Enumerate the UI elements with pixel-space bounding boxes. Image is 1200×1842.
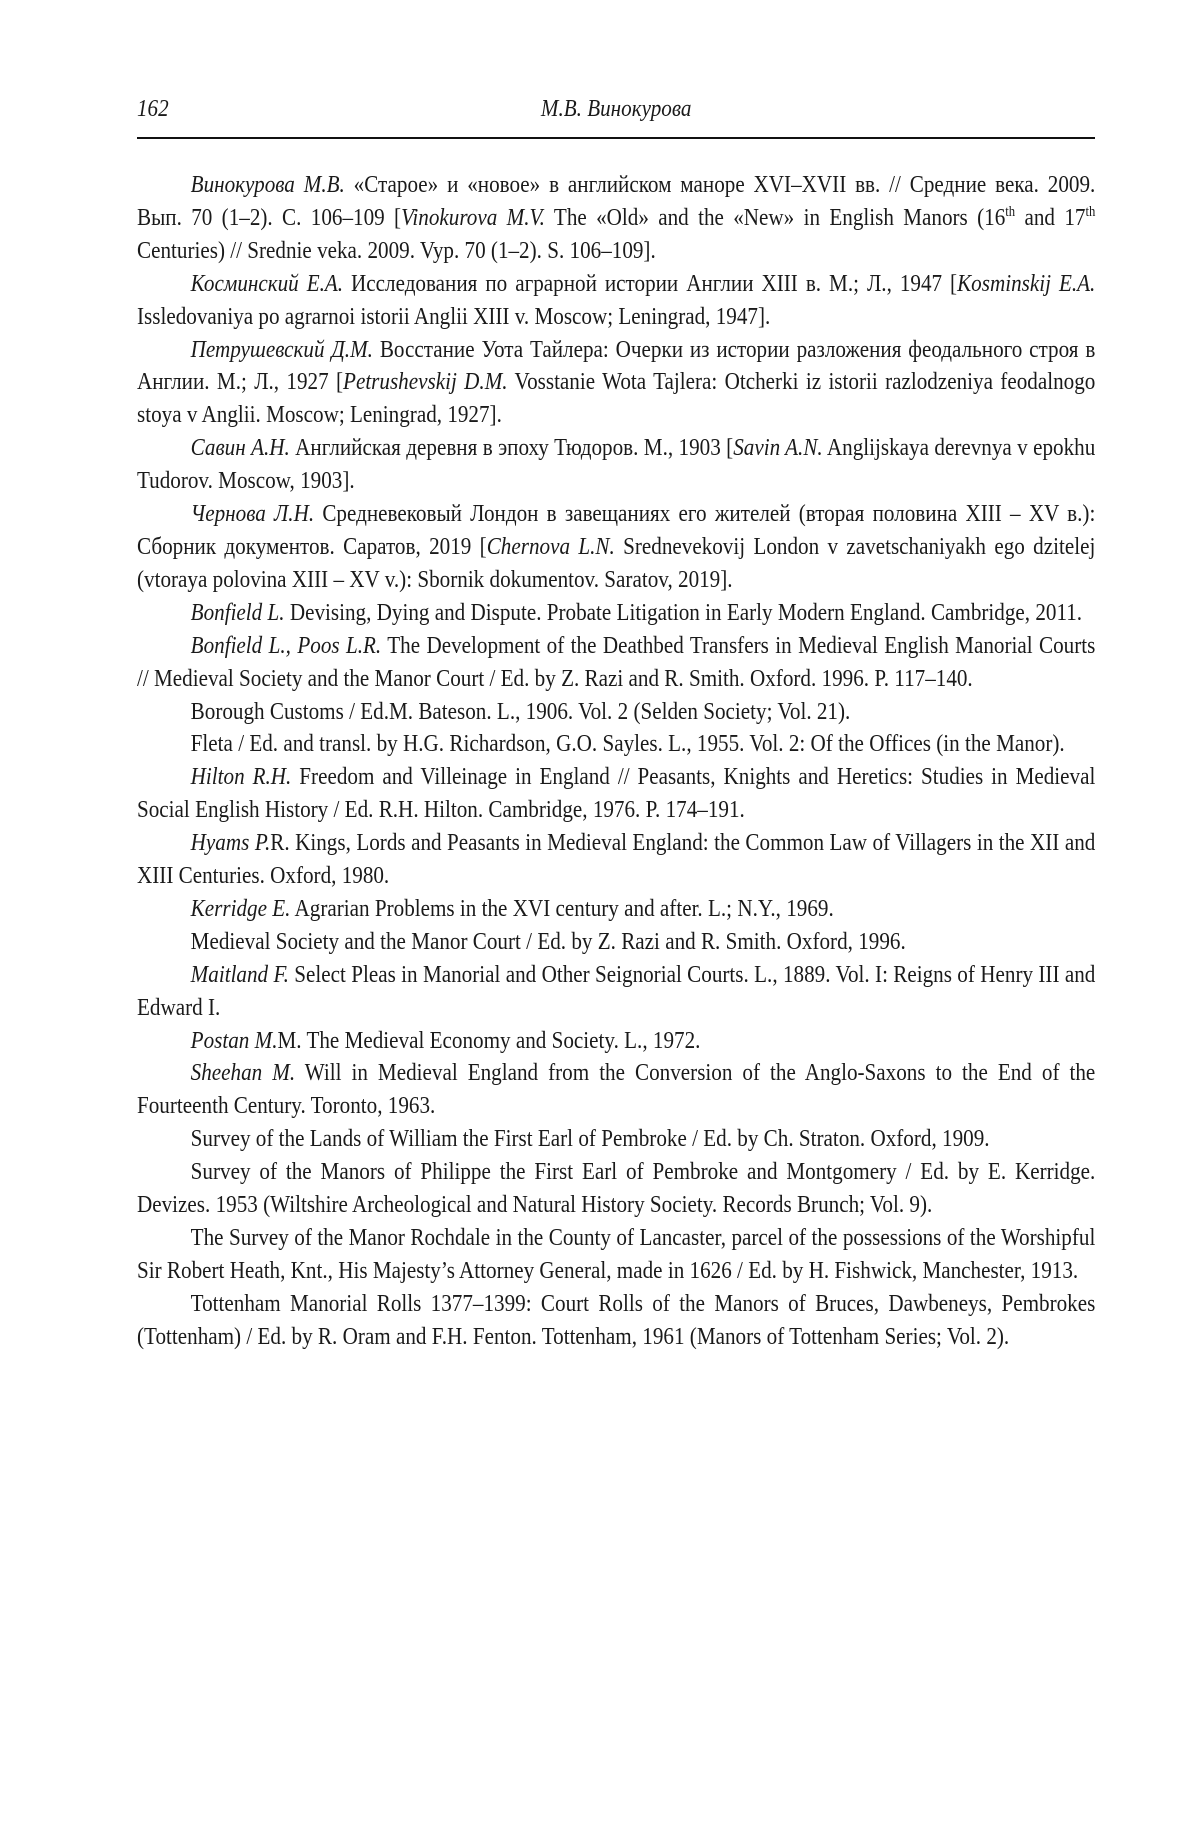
bibliography-entry — [137, 1025, 1095, 1058]
entry-text: M. The Medieval Economy and Society. L., 1972. — [278, 1028, 701, 1054]
entry-author: Chernova L.N. — [487, 534, 615, 560]
entry-text: and 17 — [1015, 205, 1085, 231]
entry-text: Survey of the Manors of Philippe the First Earl of Pembroke and Montgomery / Ed. by E. Kerridge. Devizes. 1953 (Wiltshire Archeological and Natural History Society. Records Brunch; Vol. 9). — [137, 1159, 1095, 1218]
entry-author: Maitland F. — [191, 962, 289, 988]
entry-author: Sheehan M. — [191, 1060, 295, 1086]
entry-author: Kerridge E. — [191, 896, 291, 922]
bibliography-entry — [137, 169, 1095, 268]
entry-author: Чернова Л.Н. — [191, 501, 314, 527]
entry-author: Postan M. — [191, 1028, 278, 1054]
bibliography-entry — [137, 597, 1095, 630]
entry-author: Петрушевский Д.М. — [191, 337, 373, 363]
entry-author: Hyams P. — [191, 830, 271, 856]
entry-author: Hilton R.H. — [191, 764, 292, 790]
bibliography — [137, 169, 1095, 1354]
entry-text: Select Pleas in Manorial and Other Seignorial Courts. L., 1889. Vol. I: Reigns of Henry III and Edward I. — [137, 962, 1095, 1021]
bibliography-entry — [137, 696, 1095, 729]
entry-author: Bonfield L. — [191, 600, 285, 626]
entry-text: Fleta / Ed. and transl. by H.G. Richardson, G.O. Sayles. L., 1955. Vol. 2: Of the Offices (in the Manor). — [191, 731, 1065, 757]
bibliography-entry — [137, 334, 1095, 433]
entry-text: Borough Customs / Ed.M. Bateson. L., 1906. Vol. 2 (Selden Society; Vol. 21). — [191, 699, 851, 725]
page-number: 162 — [137, 96, 169, 123]
entry-text: Issledovaniya po agrarnoi istorii Anglii XIII v. Moscow; Leningrad, 1947]. — [137, 304, 770, 330]
bibliography-entry — [137, 1156, 1095, 1222]
entry-text: Agrarian Problems in the XVI century and after. L.; N.Y., 1969. — [290, 896, 833, 922]
bibliography-entry — [137, 1288, 1095, 1354]
entry-text: Medieval Society and the Manor Court / Ed. by Z. Razi and R. Smith. Oxford, 1996. — [191, 929, 906, 955]
entry-author: Kosminskij E.A. — [957, 271, 1095, 297]
entry-text: Will in Medieval England from the Conversion of the Anglo-Saxons to the End of the Fourteenth Century. Toronto, 1963. — [137, 1060, 1095, 1119]
entry-text: Vosstanie Wota Tajlera: Otcherki iz istorii razlodzeniya feodalnogo stoya v Anglii. Moscow; Leningrad, 1927]. — [137, 369, 1095, 428]
entry-text: Srednevekovij London v zavetschaniyakh ego dzitelej (vtoraya polovina XIII – XV v.): Sbornik dokumentov. Saratov, 2019]. — [137, 534, 1095, 593]
entry-text: R. Kings, Lords and Peasants in Medieval England: the Common Law of Villagers in the XII and XIII Centuries. Oxford, 1980. — [137, 830, 1095, 889]
entry-text: The «Old» and the «New» in English Manors (16 — [545, 205, 1005, 231]
running-title: М.В. Винокурова — [137, 96, 1095, 123]
entry-author: Petrushevskij D.M. — [343, 369, 508, 395]
entry-author: Savin A.N. — [733, 435, 822, 461]
bibliography-entry — [137, 761, 1095, 827]
entry-text: Centuries) // Srednie veka. 2009. Vyp. 70 (1–2). S. 106–109]. — [137, 238, 656, 264]
bibliography-entry — [137, 827, 1095, 893]
bibliography-entry — [137, 1222, 1095, 1288]
entry-text: Freedom and Villeinage in England // Peasants, Knights and Heretics: Studies in Medieval Social English History / Ed. R.H. Hilton. Cambridge, 1976. P. 174–191. — [137, 764, 1095, 823]
bibliography-entry — [137, 1123, 1095, 1156]
entry-text: Tottenham Manorial Rolls 1377–1399: Court Rolls of the Manors of Bruces, Daw­beneys, Pembrokes (Tottenham) / Ed. by R. Oram and F.H. Fenton. Tottenham, 1961 (Manors of Tottenham Series; Vol. 2). — [137, 1291, 1095, 1350]
entry-text: Devising, Dying and Dispute. Probate Litigation in Early Modern Eng­land. Cambridge, 2011. — [285, 600, 1083, 626]
entry-text: The Development of the Deathbed Transfers in Medieval English Manorial Courts // Medieval Society and the Manor Court / Ed. by Z. Razi and R. Smith. Oxford. 1996. P. 117–140. — [137, 633, 1095, 692]
bibliography-entry — [137, 959, 1095, 1025]
entry-text: Восстание Уота Тайлера: Очерки из истории разложения феодального строя в Англии. М.; Л., 1927 [ — [137, 337, 1095, 396]
entry-author: Савин А.Н. — [191, 435, 290, 461]
header-rule — [137, 137, 1095, 139]
bibliography-entry — [137, 893, 1095, 926]
superscript: th — [1005, 204, 1015, 220]
entry-text: Anglijskaya derevnya v epokhu Tudorov. Moscow, 1903]. — [137, 435, 1095, 494]
bibliography-entry — [137, 728, 1095, 761]
entry-text: The Survey of the Manor Rochdale in the County of Lancaster, parcel of the posses­sions of the Worshipful Sir Robert Heath, Knt., His Majesty’s Attorney General, made in 1626 / Ed. by H. Fishwick, Manchester, 1913. — [137, 1225, 1095, 1284]
entry-author: Bonfield L., Poos L.R. — [191, 633, 382, 659]
entry-text: Исследования по аграрной истории Англии XIII в. М.; Л., 1947 [ — [343, 271, 957, 297]
entry-text: Английская деревня в эпоху Тюдоров. М., 1903 [ — [290, 435, 733, 461]
superscript: th — [1085, 204, 1095, 220]
entry-text: Средневековый Лондон в завещаниях его жителей (вто­рая половина XIII – XV в.): Сборник документов. Саратов, 2019 [ — [137, 501, 1095, 560]
entry-author: Винокурова М.В. — [191, 172, 345, 198]
bibliography-entry — [137, 498, 1095, 597]
bibliography-entry — [137, 1057, 1095, 1123]
page-header — [137, 96, 1095, 136]
entry-text: Survey of the Lands of William the First Earl of Pembroke / Ed. by Ch. Straton. Oxford, 1909. — [191, 1126, 990, 1152]
bibliography-entry — [137, 268, 1095, 334]
entry-author: Vinokurova M.V. — [401, 205, 545, 231]
entry-text: «Старое» и «новое» в английском маноре XVI–XVII вв. // Средние века. 2009. Вып. 70 (1–2). С. 106–109 [ — [137, 172, 1095, 231]
bibliography-entry — [137, 630, 1095, 696]
bibliography-entry — [137, 432, 1095, 498]
entry-author: Косминский Е.А. — [191, 271, 343, 297]
bibliography-entry — [137, 926, 1095, 959]
